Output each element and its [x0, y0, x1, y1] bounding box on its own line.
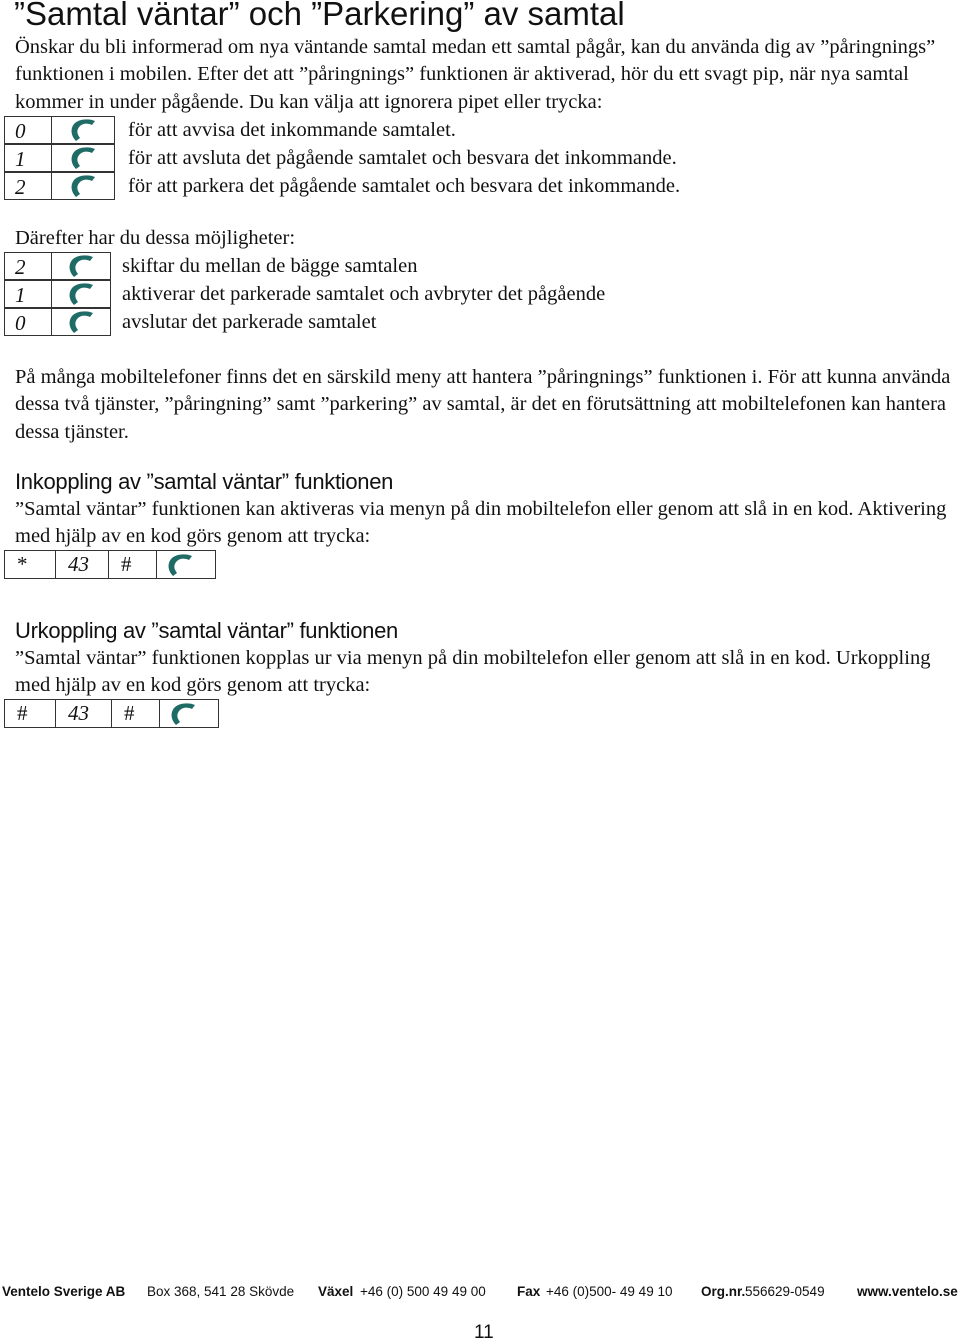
code-cell: # — [5, 700, 56, 727]
footer-company: Ventelo Sverige AB — [2, 1284, 126, 1299]
deactivation-code-table — [4, 699, 219, 728]
key-cell — [4, 280, 52, 308]
key-label: 1 — [15, 283, 26, 307]
footer-fax: +46 (0)500- 49 49 10 — [546, 1284, 673, 1299]
page-number: 11 — [474, 1322, 494, 1343]
phone-handset-icon — [66, 282, 96, 306]
footer-orgnr-label: Org.nr. — [701, 1284, 746, 1299]
key-label: 2 — [15, 255, 26, 279]
code-cell: * — [5, 551, 56, 578]
key-cell — [4, 116, 52, 144]
deactivation-text: ”Samtal väntar” funktionen kopplas ur via menyn på din mobiltelefon eller genom att slå in en kod. Urkoppling med hjälp av en kod görs genom att trycka: — [15, 647, 931, 697]
option2-row-1 — [4, 280, 606, 308]
option-text: för att avvisa det inkommande samtalet. — [128, 119, 456, 141]
option-text: för att parkera det pågående samtalet och besvara det inkommande. — [128, 175, 681, 197]
phone-cell — [51, 144, 115, 172]
code-phone-cell — [157, 551, 215, 578]
phone-cell — [51, 252, 111, 280]
phone-handset-icon — [68, 146, 98, 170]
phone-cell — [51, 308, 111, 336]
phone-handset-icon — [165, 553, 195, 577]
option-text: aktiverar det parkerade samtalet och avbryter det pågående — [122, 283, 606, 305]
option2-row-0 — [4, 252, 418, 280]
activation-text: ”Samtal väntar” funktionen kan aktiveras via menyn på din mobiltelefon eller genom att slå in en kod. Aktivering med hjälp av en kod görs genom att trycka: — [15, 498, 947, 548]
code-cell: 43 — [56, 700, 112, 727]
phone-handset-icon — [66, 254, 96, 278]
page-title: ”Samtal väntar” och ”Parkering” av samtal — [14, 0, 625, 32]
option-row-2 — [4, 172, 681, 200]
option2-row-2 — [4, 308, 377, 336]
code-cell: # — [109, 551, 157, 578]
deactivation-heading: Urkoppling av ”samtal väntar” funktionen — [15, 618, 398, 643]
key-label: 1 — [15, 147, 26, 171]
key-label: 0 — [15, 311, 26, 335]
key-cell — [4, 144, 52, 172]
intro-paragraph: Önskar du bli informerad om nya väntande samtal medan ett samtal pågår, kan du använda dig av ”påringnings” funktionen i mobilen. Efter det att ”påringnings” funktionen är aktiverad, hör du ett svagt pip, när nya samtal kommer in under pågående. Du kan välja att ignorera pipet eller trycka: — [15, 36, 936, 113]
option-text: för att avsluta det pågående samtalet och besvara det inkommande. — [128, 147, 677, 169]
option-text: skiftar du mellan de bägge samtalen — [122, 255, 418, 277]
footer-vaxel: +46 (0) 500 49 49 00 — [360, 1284, 486, 1299]
code-cell: 43 — [56, 551, 109, 578]
footer-address: Box 368, 541 28 Skövde — [147, 1284, 295, 1299]
key-cell — [4, 308, 52, 336]
footer-orgnr: 556629-0549 — [745, 1284, 825, 1299]
code-cell: # — [112, 700, 160, 727]
key-cell — [4, 172, 52, 200]
phone-handset-icon — [68, 174, 98, 198]
then-text: Därefter har du dessa möjligheter: — [15, 227, 296, 249]
footer-vaxel-label: Växel — [318, 1284, 354, 1299]
phone-handset-icon — [68, 118, 98, 142]
activation-heading: Inkoppling av ”samtal väntar” funktionen — [15, 469, 394, 494]
phone-handset-icon — [66, 310, 96, 334]
key-cell — [4, 252, 52, 280]
activation-code-table — [4, 550, 216, 579]
key-label: 2 — [15, 175, 26, 199]
key-label: 0 — [15, 119, 26, 143]
code-phone-cell — [160, 700, 218, 727]
menu-paragraph: På många mobiltelefoner finns det en särskild meny att hantera ”påringnings” funktionen i. För att kunna använda dessa två tjänster, ”påringning” samt ”parkering” av samtal, är det en förutsättning att mobiltelefonen kan hantera dessa tjänster. — [15, 366, 951, 443]
phone-handset-icon — [168, 702, 198, 726]
footer-fax-label: Fax — [517, 1284, 541, 1299]
option-row-1 — [4, 144, 677, 172]
phone-cell — [51, 280, 111, 308]
option-text: avslutar det parkerade samtalet — [122, 311, 377, 333]
phone-cell — [51, 172, 115, 200]
phone-cell — [51, 116, 115, 144]
option-row-0 — [4, 116, 456, 144]
footer-web: www.ventelo.se — [857, 1284, 958, 1299]
